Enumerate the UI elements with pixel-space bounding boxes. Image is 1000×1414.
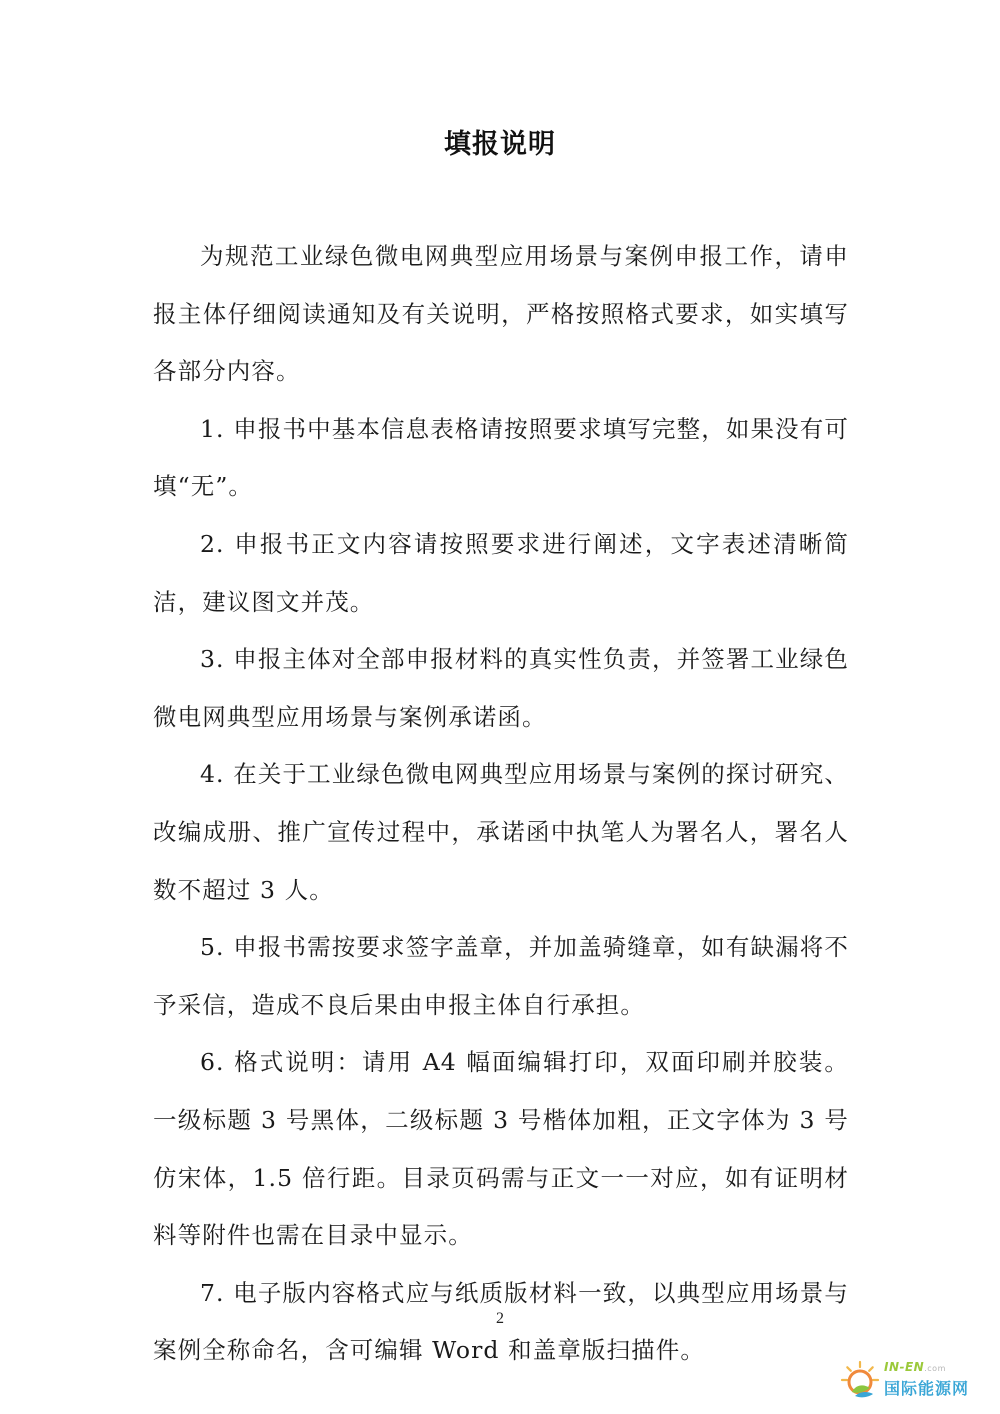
- intro-paragraph: 为规范工业绿色微电网典型应用场景与案例申报工作，请申报主体仔细阅读通知及有关说明，严格按照格式要求，如实填写各部分内容。: [153, 242, 849, 386]
- watermark-brand: [884, 1360, 946, 1374]
- instruction-item-7: 7. 电子版内容格式应与纸质版材料一致，以典型应用场景与案例全称命名，含可编辑 Word 和盖章版扫描件。: [153, 1278, 849, 1365]
- sun-leaf-icon: [838, 1358, 882, 1402]
- instruction-item-2: 2. 申报书正文内容请按照要求进行阐述，文字表述清晰简洁，建议图文并茂。: [153, 529, 849, 616]
- instruction-item-4: 4. 在关于工业绿色微电网典型应用场景与案例的探讨研究、改编成册、推广宣传过程中，承诺函中执笔人为署名人，署名人数不超过 3 人。: [153, 760, 849, 904]
- watermark-brand-text: IN-EN: [884, 1360, 925, 1374]
- instruction-item-6: 6. 格式说明：请用 A4 幅面编辑打印，双面印刷并胶装。一级标题 3 号黑体，二级标题 3 号楷体加粗，正文字体为 3 号仿宋体，1.5 倍行距。目录页码需与正文一一对应，如有证明材料等附件也需在目录中显示。: [153, 1048, 849, 1250]
- instruction-item-3: 3. 申报主体对全部申报材料的真实性负责，并签署工业绿色微电网典型应用场景与案例承诺函。: [153, 645, 849, 731]
- watermark-name: 国际能源网: [884, 1379, 970, 1398]
- watermark-domain: .com: [924, 1364, 946, 1373]
- watermark-logo: [838, 1356, 988, 1404]
- page-title: 填报说明: [444, 129, 556, 160]
- page-number: 2: [496, 1310, 504, 1327]
- instruction-item-1: 1. 申报书中基本信息表格请按照要求填写完整，如果没有可填“无”。: [153, 414, 849, 501]
- document-body: [153, 228, 849, 1380]
- instruction-item-5: 5. 申报书需按要求签字盖章，并加盖骑缝章，如有缺漏将不予采信，造成不良后果由申报主体自行承担。: [153, 933, 849, 1019]
